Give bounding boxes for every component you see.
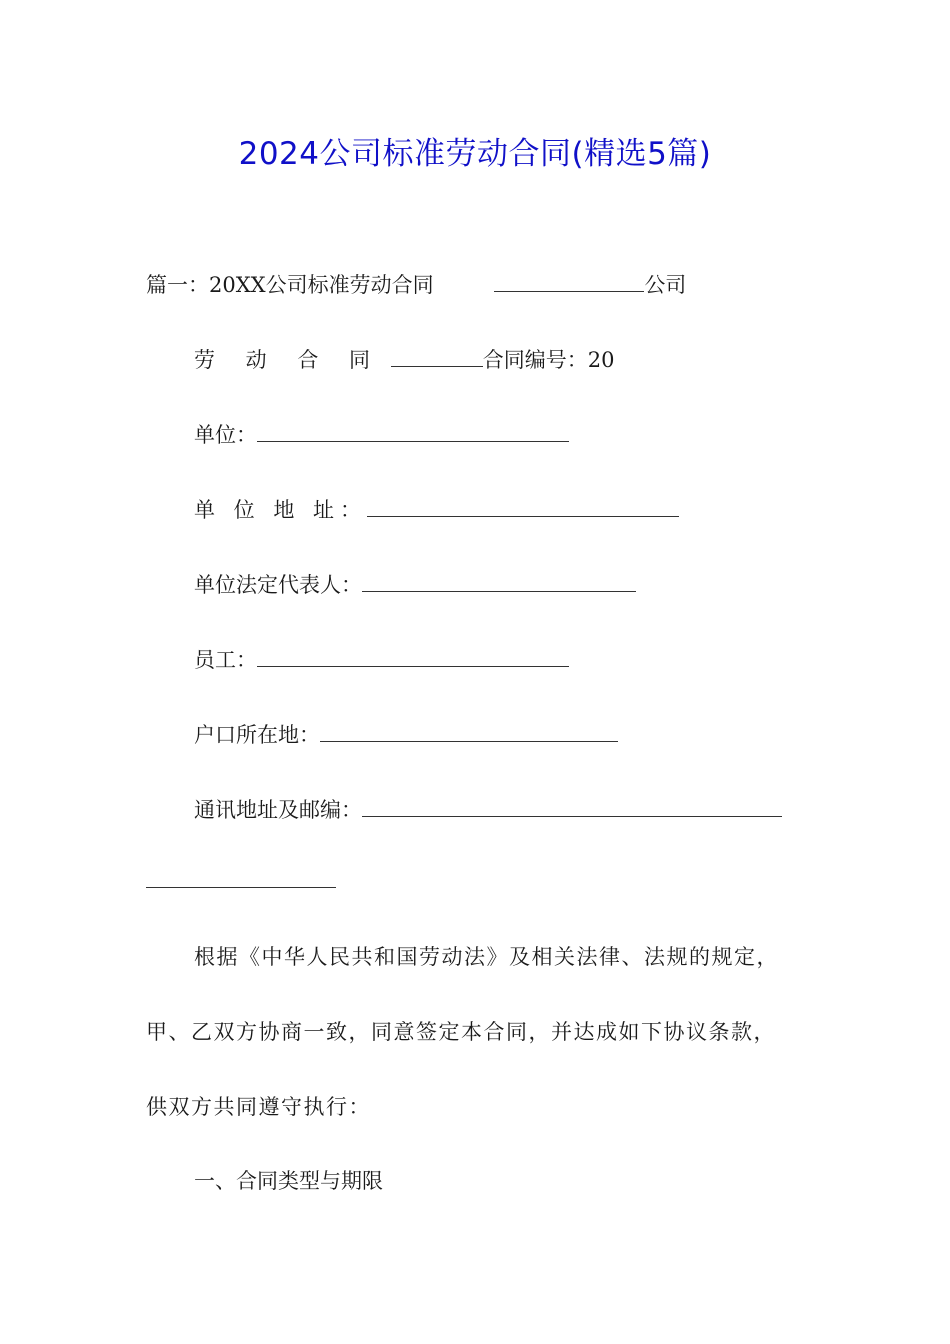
field-contact-address (194, 795, 782, 825)
company-name-blank (494, 271, 644, 292)
section-heading: 一、合同类型与期限 (194, 1169, 383, 1193)
field-household-blank (320, 721, 618, 742)
paragraph-line-1: 根据《中华人民共和国劳动法》及相关法律、法规的规定， (194, 945, 779, 969)
field-household-label: 户口所在地： (194, 723, 320, 747)
field-unit-label: 单位： (194, 423, 257, 447)
field-household (194, 720, 618, 750)
field-unit-blank (257, 421, 569, 442)
contract-number-label: 合同编号：20 (482, 348, 615, 372)
continuation-blank (146, 867, 336, 888)
header-line (146, 270, 686, 300)
header-prefix: 篇一：20XX公司标准劳动合同 (146, 273, 434, 297)
field-employee (194, 645, 569, 675)
field-employee-label: 员工： (194, 648, 257, 672)
field-contact-address-continuation (146, 866, 336, 896)
field-unit-address (194, 495, 679, 525)
paragraph-line-2: 甲、乙双方协商一致，同意签定本合同，并达成如下协议条款， (146, 1020, 776, 1044)
field-employee-blank (257, 646, 569, 667)
contract-line (194, 345, 614, 375)
header-suffix: 公司 (644, 273, 687, 297)
field-contact-address-blank (362, 796, 782, 817)
contract-label: 劳 动 合 同 (194, 348, 383, 372)
field-legal-rep-label: 单位法定代表人： (194, 573, 362, 597)
field-unit-address-blank (367, 496, 679, 517)
paragraph-line-3: 供双方共同遵守执行： (146, 1095, 371, 1119)
contract-blank (391, 346, 483, 367)
document-title: 2024公司标准劳动合同(精选5篇) (238, 136, 712, 172)
field-unit-address-label: 单 位 地 址： (194, 498, 368, 522)
field-contact-address-label: 通讯地址及邮编： (194, 798, 362, 822)
field-legal-rep-blank (362, 571, 636, 592)
field-unit (194, 420, 569, 450)
field-legal-rep (194, 570, 636, 600)
